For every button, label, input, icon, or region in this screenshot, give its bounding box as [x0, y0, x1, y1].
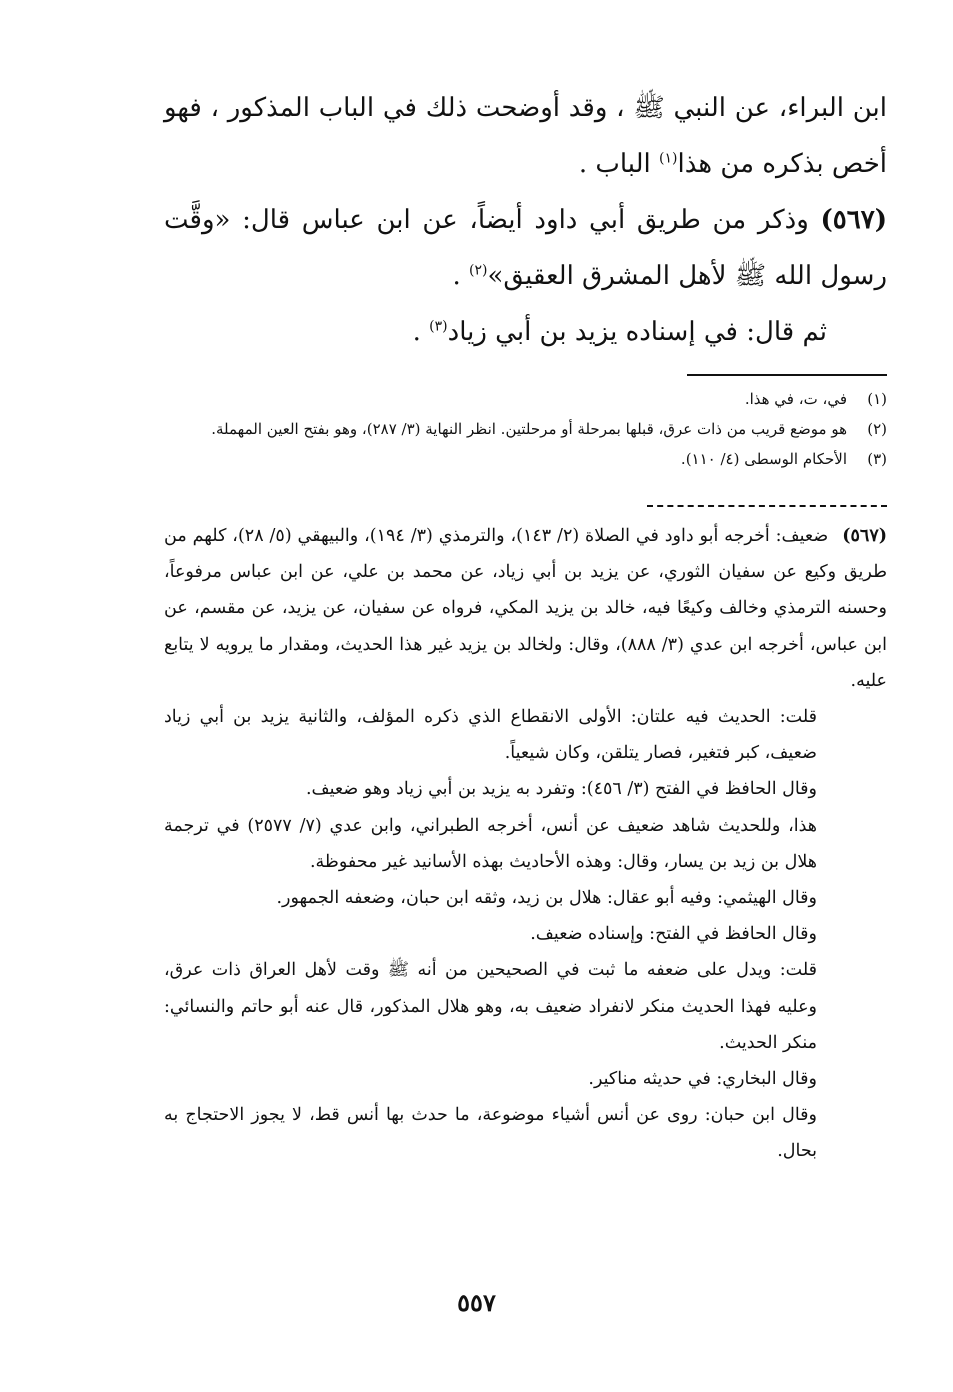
footnote-ref-1: (١): [659, 150, 678, 167]
takhrij-paragraph: قلت: الحديث فيه علتان: الأولى الانقطاع الذي ذكره المؤلف، والثانية يزيد بن أبي زياد ضعيف، كبر فتغير، فصار يتلقن، وكان شيعياً.: [164, 707, 817, 764]
footnote-item: [164, 444, 887, 474]
footnote-text: الأحكام الوسطى (٤/ ١١٠).: [680, 450, 847, 468]
takhrij-paragraph: قلت: ويدل على ضعفه ما ثبت في الصحيحين من أنه ﷺ وقت لأهل العراق ذات عرق، وعليه فهذا الحديث منكر لانفراد ضعيف به، وهو هلال المذكور، قال عنه أبو حاتم والنسائي: منكر الحديث.: [164, 960, 817, 1053]
footnote-number: (١): [867, 390, 887, 408]
hadith-number: (٥٦٧): [820, 205, 887, 235]
takhrij-paragraph: وقال الهيثمي: وفيه أبو عقال: هلال بن زيد، وثقه ابن حبان، وضعفه الجمهور.: [276, 888, 817, 909]
takhrij-entry-number: (٥٦٧): [842, 526, 887, 546]
takhrij-paragraph: وقال الحافظ في الفتح: وإسناده ضعيف.: [530, 924, 817, 945]
main-text: [164, 80, 887, 360]
footnotes: [164, 384, 887, 474]
takhrij-separator: [647, 505, 887, 507]
footnote-ref-2: (٢): [469, 262, 488, 279]
then-said-text: ثم قال: في إسناده يزيد بن أبي زياد: [447, 317, 827, 347]
footnote-text: في، ت، في هذا.: [744, 390, 847, 408]
footnote-number: (٢): [867, 420, 887, 438]
takhrij-section: [164, 518, 887, 1170]
footnote-ref-3: (٣): [429, 318, 448, 335]
then-said-paragraph: [164, 304, 887, 360]
main-line-2-end: الباب .: [578, 149, 660, 179]
main-paragraph-1: [164, 80, 887, 192]
page-number: ٥٥٧: [457, 1288, 496, 1317]
footnote-separator: [687, 374, 887, 376]
takhrij-paragraph: وقال البخاري: في حديثه مناكير.: [588, 1069, 817, 1090]
main-line-1: ابن البراء، عن النبي ﷺ ، وقد أوضحت ذلك في الباب المذكور ، فهو أخص: [164, 93, 887, 179]
footnote-number: (٣): [867, 450, 887, 468]
takhrij-paragraph: وقال الحافظ في الفتح (٣/ ٤٥٦): وتفرد به يزيد بن أبي زياد وهو ضعيف.: [305, 779, 817, 800]
main-line-2-text: بذكره من هذا: [677, 149, 824, 179]
hadith-text-end: .: [452, 261, 470, 291]
hadith-paragraph: [164, 192, 887, 304]
hadith-text: وذكر من طريق أبي داود أيضاً، عن ابن عباس قال: «وقَّت رسول الله ﷺ لأهل المشرق العقيق»: [164, 205, 887, 291]
takhrij-paragraph: وقال ابن حبان: روى عن أنس أشياء موضوعة، ما حدث بها أنس قط، لا يجوز الاحتجاج به بحال.: [164, 1105, 817, 1162]
footnote-item: [164, 384, 887, 414]
takhrij-paragraph: هذا، وللحديث شاهد ضعيف عن أنس، أخرجه الطبراني، وابن عدي (٧/ ٢٥٧٧) في ترجمة هلال بن زيد بن يسار، وقال: وهذه الأحاديث بهذه الأسانيد غير محفوظة.: [164, 815, 818, 872]
then-said-end: .: [412, 317, 430, 347]
takhrij-paragraph: [164, 518, 887, 699]
takhrij-text: ضعيف: أخرجه أبو داود في الصلاة (٢/ ١٤٣)، والترمذي (٣/ ١٩٤)، والبيهقي (٥/ ٢٨)، كلهم من طريق وكيع عن سفيان الثوري، عن يزيد بن أبي زياد، عن محمد بن علي، عن ابن عباس مرفوعاً، وحسنه الترمذي وخالف وكيعًا فيه، خالد بن يزيد المكي، فرواه عن سفيان، عن يزيد، عن مقسم، عن ابن عباس، أخرجه ابن عدي (٣/ ٨٨٨)، وقال: ولخالد بن يزيد غير هذا الحديث، ومقدار ما يرويه لا يتابع عليه.: [164, 526, 887, 691]
footnote-text: هو موضع قريب من ذات عرق، قبلها بمرحلة أو مرحلتين. انظر النهاية (٣/ ٢٨٧)، وهو بفتح العين المهملة.: [211, 420, 847, 438]
footnote-item: [164, 414, 887, 444]
main-line-2: [579, 149, 824, 179]
